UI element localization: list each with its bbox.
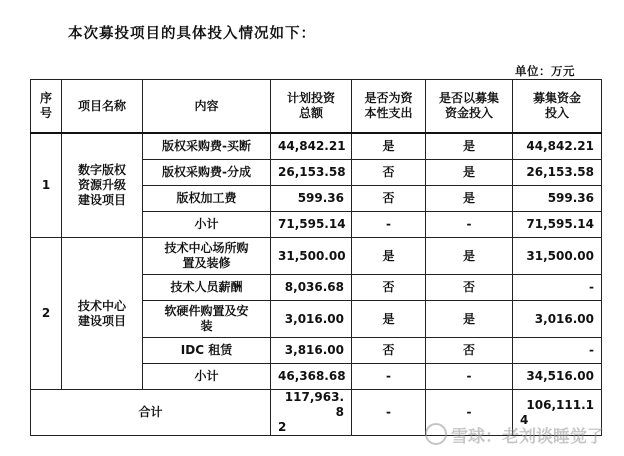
total-amount-cell xyxy=(513,390,602,436)
investment-table xyxy=(30,79,602,436)
planned-total-cell: 46,368.68 xyxy=(271,364,352,390)
header-row xyxy=(31,80,602,134)
group-project-name xyxy=(62,238,143,390)
cell-text: 总额 xyxy=(298,106,323,120)
header-raised-amount xyxy=(513,80,602,134)
is-capital-cell: 否 xyxy=(352,338,426,364)
cell-text: 技术中心 xyxy=(77,298,126,313)
cell-text: 数字版权 xyxy=(77,163,126,177)
cell-text: 募集资金 xyxy=(532,91,581,105)
header-raised-invest xyxy=(426,80,513,134)
cell-text: 装 xyxy=(200,319,213,333)
raised-invest-cell: 是 xyxy=(426,301,513,338)
header-content: 内容 xyxy=(143,80,271,134)
cell-text: 4 xyxy=(520,412,529,427)
raised-invest-cell: 否 xyxy=(426,275,513,301)
header-project-name: 项目名称 xyxy=(62,80,143,134)
cell-text: 序 xyxy=(39,91,52,105)
content-cell xyxy=(143,186,271,212)
raised-invest-cell: 是 xyxy=(426,186,513,212)
table-row xyxy=(31,133,602,160)
cell-text: 号 xyxy=(39,106,52,120)
cell-text: 技术中心场所购 xyxy=(164,241,249,255)
raised-invest-cell: 是 xyxy=(426,160,513,186)
raised-invest-cell: 是 xyxy=(426,133,513,160)
cell-text: 106,111.1 xyxy=(526,397,594,412)
planned-total-cell: 44,842.21 xyxy=(271,133,352,160)
total-planned-cell xyxy=(271,390,352,436)
cell-text: 本性支出 xyxy=(364,106,413,120)
raised-amount-cell: 599.36 xyxy=(513,186,602,212)
planned-total-cell: 3,016.00 xyxy=(271,301,352,338)
cell-text: 置及装修 xyxy=(182,256,231,270)
page-title: 本次募投项目的具体投入情况如下： xyxy=(68,26,316,42)
planned-total-cell: 31,500.00 xyxy=(271,238,352,275)
cell-text: 是否以募集 xyxy=(438,91,499,105)
subtotal-label xyxy=(143,364,271,390)
is-capital-cell: 否 xyxy=(352,186,426,212)
group-project-name xyxy=(62,133,143,238)
header-planned-total xyxy=(271,80,352,134)
subtotal-label xyxy=(143,212,271,238)
content-cell xyxy=(143,275,271,301)
content-cell xyxy=(143,238,271,275)
group-seq: 2 xyxy=(31,238,62,390)
cell-text: IDC 租赁 xyxy=(180,343,233,357)
raised-invest-cell: - xyxy=(426,212,513,238)
raised-amount-cell: 31,500.00 xyxy=(513,238,602,275)
raised-invest-cell: - xyxy=(426,364,513,390)
content-cell xyxy=(143,133,271,160)
raised-amount-cell: 3,016.00 xyxy=(513,301,602,338)
raised-amount-cell: 44,842.21 xyxy=(513,133,602,160)
cell-text: 小计 xyxy=(194,369,219,383)
cell-text: 建设项目 xyxy=(77,193,126,207)
planned-total-cell: 599.36 xyxy=(271,186,352,212)
planned-total-cell: 26,153.58 xyxy=(271,160,352,186)
raised-amount-cell: - xyxy=(513,275,602,301)
header-seq xyxy=(31,80,62,134)
raised-invest-cell: 否 xyxy=(426,338,513,364)
planned-total-cell: 8,036.68 xyxy=(271,275,352,301)
cell-text: 计划投资 xyxy=(286,91,335,105)
is-capital-cell: - xyxy=(352,212,426,238)
cell-text: 117,963.8 xyxy=(284,390,344,419)
raised-amount-cell: 34,516.00 xyxy=(513,364,602,390)
total-row xyxy=(31,390,602,436)
raised-amount-cell: 26,153.58 xyxy=(513,160,602,186)
table-row xyxy=(31,238,602,275)
cell-text: 小计 xyxy=(194,217,219,231)
raised-amount-cell: - xyxy=(513,338,602,364)
planned-total-cell: 71,595.14 xyxy=(271,212,352,238)
is-capital-cell: 是 xyxy=(352,133,426,160)
planned-total-cell: 3,816.00 xyxy=(271,338,352,364)
total-label: 合计 xyxy=(31,390,271,436)
is-capital-cell: 是 xyxy=(352,238,426,275)
cell-text: 技术人员薪酬 xyxy=(170,280,243,294)
group-seq: 1 xyxy=(31,133,62,238)
cell-text: 版权加工费 xyxy=(176,191,237,205)
is-capital-cell: 否 xyxy=(352,160,426,186)
unit-label: 单位：万元 xyxy=(515,64,575,78)
total-capital-cell: - xyxy=(352,390,426,436)
total-raised-cell: - xyxy=(426,390,513,436)
cell-text: 投入 xyxy=(544,106,569,120)
cell-text: 版权采购费-买断 xyxy=(162,139,251,153)
cell-text: 2 xyxy=(278,420,287,434)
cell-text: 资源升级 xyxy=(77,178,126,192)
cell-text: 建设项目 xyxy=(77,313,126,328)
cell-text: 软硬件购置及安 xyxy=(164,304,249,318)
watermark: 雪球：老刘谈睡觉了 xyxy=(425,422,604,447)
raised-invest-cell: 是 xyxy=(426,238,513,275)
header-is-capital xyxy=(352,80,426,134)
is-capital-cell: 否 xyxy=(352,275,426,301)
content-cell xyxy=(143,338,271,364)
cell-text: 资金投入 xyxy=(444,106,493,120)
content-cell xyxy=(143,160,271,186)
raised-amount-cell: 71,595.14 xyxy=(513,212,602,238)
cell-text: 是否为资 xyxy=(364,91,413,105)
is-capital-cell: - xyxy=(352,364,426,390)
content-cell xyxy=(143,301,271,338)
is-capital-cell: 是 xyxy=(352,301,426,338)
cell-text: 版权采购费-分成 xyxy=(162,165,251,179)
